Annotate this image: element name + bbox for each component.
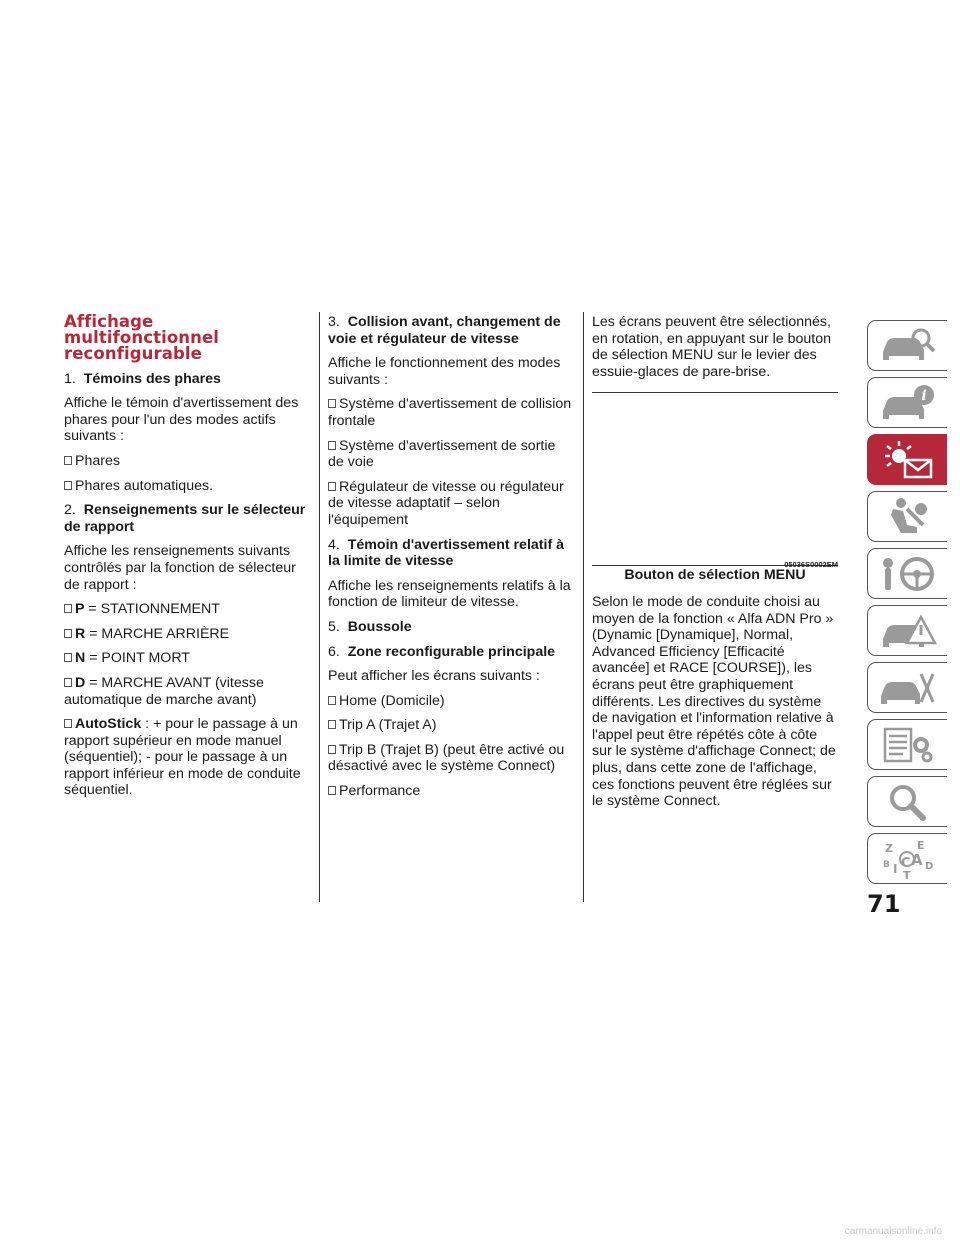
body-text: Selon le mode de conduite choisi au moyen de la fonction « Alfa ADN Pro » (Dynamic [Dynamique], Normal, Advanced Efficiency [Efficacité avancée] et RACE [COURSE]), les écrans peut être graphiquement différents. Les directives du système de navigation et l'information relative à l'appel peut être répétés côte à côte sur le système d'affichage Connect; de plus, dans cette zone de l'affichage, ces fonctions peuvent être réglées sur le système Connect. — [592, 593, 836, 810]
bullet-icon — [328, 482, 336, 491]
list-item: Trip B (Trajet B) (peut être activé ou désactivé avec le système Connect) — [328, 741, 565, 775]
bullet-icon — [64, 604, 72, 613]
list-item: Régulateur de vitesse ou régulateur de vitesse adaptatif – selon l'équipement — [328, 478, 564, 528]
car-search-icon — [877, 324, 939, 368]
page-number: 71 — [867, 890, 901, 918]
specifications-gears-icon — [877, 723, 939, 767]
warning-lights-message-icon — [877, 438, 939, 482]
svg-text:T: T — [902, 868, 911, 881]
item-heading: 6. Zone reconfigurable principale — [328, 643, 556, 660]
bullet-icon — [64, 629, 72, 638]
item-heading: 5. Boussole — [328, 618, 412, 635]
item-heading: 1. Témoins des phares — [64, 370, 221, 387]
list-item: AutoStick : + pour le passage à un rapport supérieur en mode manuel (séquentiel); - pour le passage à un rapport inférieur en mode de conduite séquentiel. — [64, 716, 301, 799]
item-heading: 3. Collision avant, changement de voie et régulateur de vitesse — [328, 314, 561, 347]
list-item: Phares automatiques. — [64, 478, 310, 495]
list-item: Performance — [328, 783, 574, 800]
figure-image — [592, 392, 838, 570]
item-text: Affiche les renseignements relatifs à la fonction de limiteur de vitesse. — [328, 577, 571, 611]
column-1 — [64, 314, 310, 807]
chapter-tabs — [867, 320, 947, 890]
seat-airbag-icon — [877, 495, 939, 539]
bullet-icon — [328, 399, 336, 408]
steering-wheel-key-icon — [877, 552, 939, 596]
column-divider — [319, 312, 320, 902]
car-info-icon — [877, 381, 939, 425]
item-text: Peut afficher les écrans suivants : — [328, 668, 540, 685]
tab-car-service[interactable] — [867, 662, 947, 713]
car-service-tools-icon — [877, 666, 939, 710]
svg-text:C: C — [900, 855, 911, 871]
bullet-icon — [328, 441, 336, 450]
tab-car-info[interactable] — [867, 377, 947, 428]
list-item: Système d'avertissement de collision frontale — [328, 396, 572, 429]
svg-text:A: A — [910, 850, 923, 869]
svg-text:Z: Z — [884, 841, 893, 855]
list-item: Home (Domicile) — [328, 693, 574, 710]
tab-seat-airbag[interactable] — [867, 491, 947, 542]
item-heading: 4. Témoin d'avertissement relatif à la limite de vitesse — [328, 536, 564, 570]
tab-car-search[interactable] — [867, 320, 947, 371]
intro-text: Les écrans peuvent être sélectionnés, en rotation, en appuyant sur le bouton de sélection MENU sur le levier des essuie-glaces de pare-brise. — [592, 314, 831, 380]
list-item: P = STATIONNEMENT — [64, 601, 310, 618]
item-text: Affiche les renseignements suivants contrôlés par la fonction de sélecteur de rapport : — [64, 543, 296, 593]
alphabet-index-icon — [877, 837, 939, 881]
bullet-icon — [64, 481, 72, 490]
column-2 — [328, 314, 574, 808]
bullet-icon — [328, 696, 336, 705]
figure-caption: Bouton de sélection MENU — [624, 567, 806, 584]
tab-car-breakdown[interactable] — [867, 605, 947, 656]
item-heading: 2. Renseignements sur le sélecteur de rapport — [64, 502, 306, 535]
svg-text:D: D — [924, 860, 933, 872]
bullet-icon — [328, 720, 336, 729]
tab-warning-lights[interactable] — [867, 434, 947, 485]
svg-text:B: B — [882, 859, 890, 870]
bullet-icon — [64, 719, 72, 728]
list-item: Système d'avertissement de sortie de voie — [328, 437, 556, 471]
list-item: R = MARCHE ARRIÈRE — [64, 626, 310, 643]
bullet-icon — [64, 456, 72, 465]
item-text: Affiche le fonctionnement des modes suivants : — [328, 355, 561, 388]
tab-steering-wheel[interactable] — [867, 548, 947, 599]
list-item: Phares — [64, 453, 310, 470]
tab-search-index[interactable] — [867, 776, 947, 827]
list-item: N = POINT MORT — [64, 650, 310, 667]
svg-text:i: i — [920, 387, 927, 404]
svg-text:I: I — [892, 861, 897, 876]
figure-code: 05036S0002EM — [784, 560, 838, 570]
watermark: carmanualsonline.info — [844, 1226, 942, 1237]
tab-specifications[interactable] — [867, 719, 947, 770]
svg-text:E: E — [916, 838, 925, 852]
bullet-icon — [64, 678, 72, 687]
column-divider — [583, 312, 584, 902]
item-text: Affiche le témoin d'avertissement des phares pour l'un des modes actifs suivants : — [64, 395, 299, 445]
list-item: Trip A (Trajet A) — [328, 717, 574, 734]
bullet-icon — [328, 745, 336, 754]
list-item: D = MARCHE AVANT (vitesse automatique de marche avant) — [64, 674, 264, 708]
magnifier-index-icon — [877, 780, 939, 824]
tab-alphabet-index[interactable] — [867, 833, 947, 884]
column-3 — [592, 314, 838, 818]
bullet-icon — [64, 653, 72, 662]
car-breakdown-icon — [877, 609, 939, 653]
section-title: Affichage multifonctionnel reconfigurable — [64, 312, 219, 364]
bullet-icon — [328, 786, 336, 795]
